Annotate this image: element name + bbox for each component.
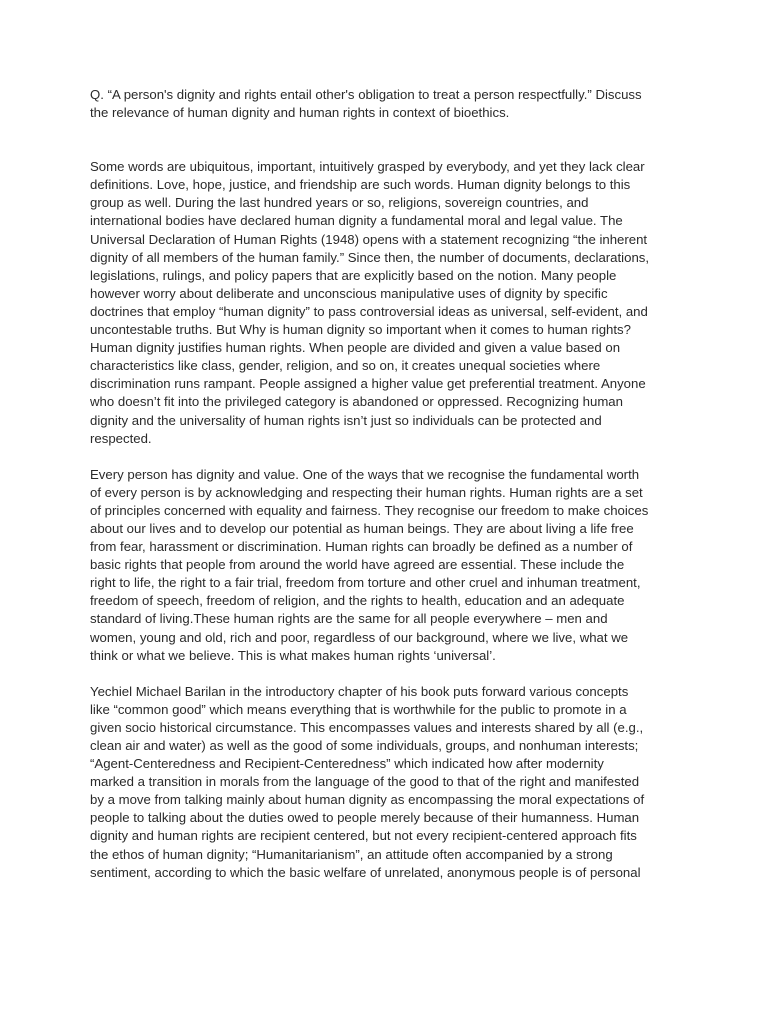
paragraph-barilan-concepts: Yechiel Michael Barilan in the introductory chapter of his book puts forward various concepts like “common good” which means everything that is worthwhile for the public to promote in a given socio historical circumstance. This encompasses values and interests shared by all (e.g., clean air and water) as well as the good of some individuals, groups, and nonhuman interests; “Agent-Centeredness and Recipient-Centeredness” which indicated how after modernity marked a transition in morals from the language of the good to that of the right and manifested by a move from talking mainly about human dignity as encompassing the moral expectations of people to talking about the duties owed to people merely because of their humanness. Human dignity and human rights are recipient centered, but not every recipient-centered approach fits the ethos of human dignity; “Humanitarianism”, an attitude often accompanied by a strong sentiment, according to which the basic welfare of unrelated, anonymous people is of personal: [90, 683, 645, 880]
paragraph-intro-human-dignity: Some words are ubiquitous, important, intuitively grasped by everybody, and yet they lack clear definitions. Love, hope, justice, and friendship are such words. Human dignity belongs to this group as well. During the last hundred years or so, religions, sovereign countries, and international bodies have declared human dignity a fundamental moral and legal value. The Universal Declaration of Human Rights (1948) opens with a statement recognizing “the inherent dignity of all members of the human family.” Since then, the number of documents, declarations, legislations, rulings, and policy papers that are explicitly based on the notion. Many people however worry about deliberate and unconscious manipulative uses of dignity by specific doctrines that employ “human dignity” to pass controversial ideas as universal, self-evident, and uncontestable truths. But Why is human dignity so important when it comes to human rights? Human dignity justifies human rights. When people are divided and given a value based on characteristics like class, gender, religion, and so on, it creates unequal societies where discrimination runs rampant. People assigned a higher value get preferential treatment. Anyone who doesn’t fit into the privileged category is abandoned or oppressed. Recognizing human dignity and the universality of human rights isn’t just so individuals can be protected and respected.: [90, 159, 650, 446]
paragraph-human-rights: Every person has dignity and value. One of the ways that we recognise the fundamental worth of every person is by acknowledging and respecting their human rights. Human rights are a set of principles concerned with equality and fairness. They recognise our freedom to make choices about our lives and to develop our potential as human beings. They are about living a life free from fear, harassment or discrimination. Human rights can broadly be defined as a number of basic rights that people from around the world have agreed are essential. These include the right to life, the right to a fair trial, freedom from torture and other cruel and inhuman treatment, freedom of speech, freedom of religion, and the rights to health, education and an adequate standard of living.These human rights are the same for all people everywhere – men and women, young and old, rich and poor, regardless of our background, where we live, what we think or what we believe. This is what makes human rights ‘universal’.: [90, 466, 649, 663]
question-text: Q. “A person's dignity and rights entail other's obligation to treat a person respectfully.” Discuss the relevance of human dignity and human rights in context of bioethics.: [90, 87, 642, 121]
document-body: [90, 86, 690, 900]
